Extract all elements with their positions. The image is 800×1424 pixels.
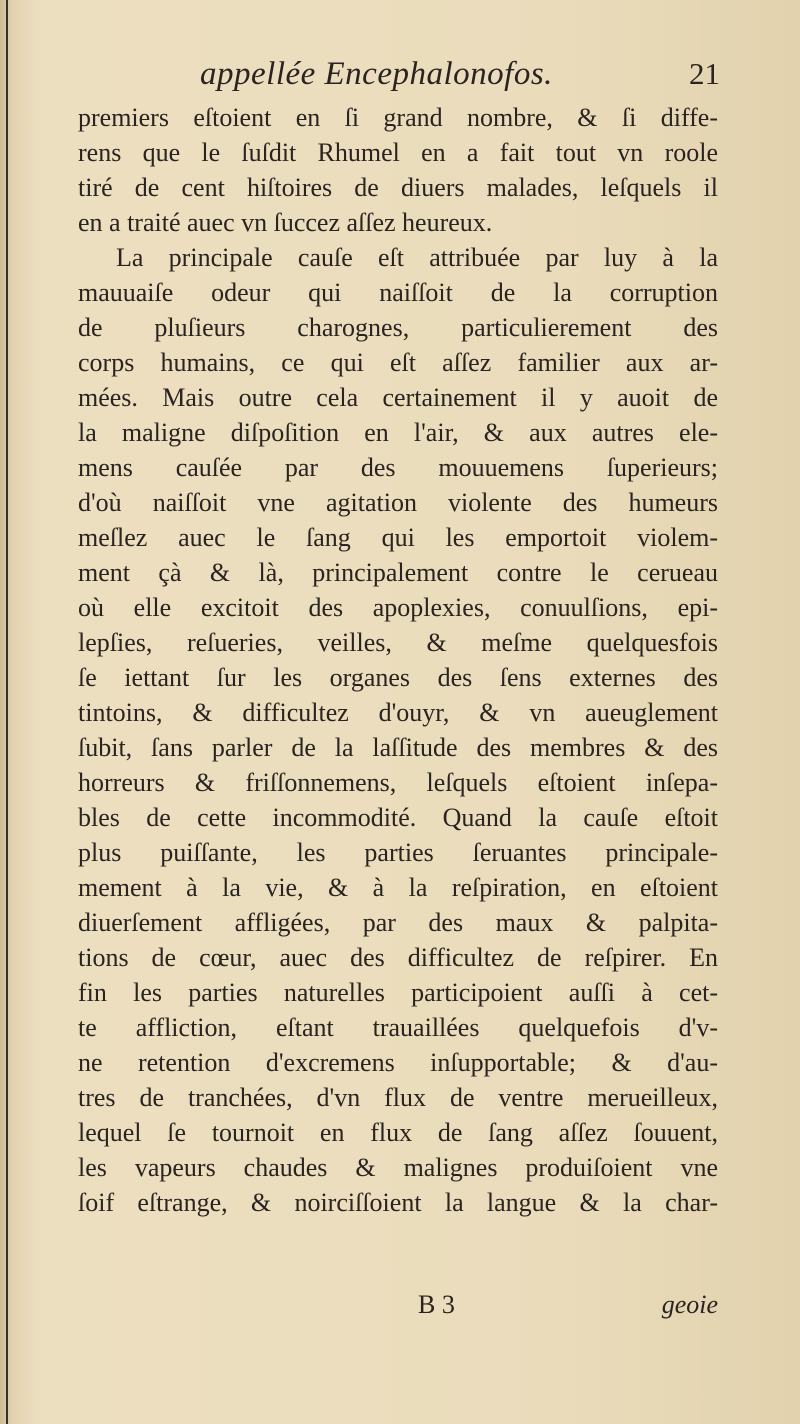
text-line: tintoins, & difficultez d'ouyr, & vn aueuglement (78, 698, 718, 727)
text-line: mement à la vie, & à la reſpiration, en eſtoient (78, 873, 718, 902)
text-line: te affliction, eſtant trauaillées quelquefois d'v- (78, 1013, 718, 1042)
text-line: fin les parties naturelles participoient auſſi à cet- (78, 978, 718, 1007)
body-text (78, 100, 718, 1220)
text-line: ment çà & là, principalement contre le cerueau (78, 558, 718, 587)
text-line: diuerſement affligées, par des maux & palpita- (78, 908, 718, 937)
text-line: la maligne diſpoſition en l'air, & aux autres ele- (78, 418, 718, 447)
text-line: lequel ſe tournoit en flux de ſang aſſez ſouuent, (78, 1118, 718, 1147)
text-line: bles de cette incommodité. Quand la cauſe eſtoit (78, 803, 718, 832)
text-line: les vapeurs chaudes & malignes produiſoient vne (78, 1153, 718, 1182)
text-line: plus puiſſante, les parties ſeruantes principale- (78, 838, 718, 867)
page-binding-edge (6, 0, 8, 1424)
text-line: La principale cauſe eſt attribuée par luy à la (116, 243, 718, 272)
text-line: en a traité auec vn ſuccez aſſez heureux. (78, 208, 493, 237)
catchword: geoie (661, 1290, 718, 1319)
page-footer (78, 1290, 718, 1326)
text-line: tiré de cent hiſtoires de diuers malades, leſquels il (78, 173, 718, 202)
text-line: d'où naiſſoit vne agitation violente des humeurs (78, 488, 718, 517)
running-title: appellée Encephalonofos. (200, 56, 553, 92)
text-line: tres de tranchées, d'vn flux de ventre merueilleux, (78, 1083, 718, 1112)
text-line: horreurs & friſſonnemens, leſquels eſtoient inſepa- (78, 768, 718, 797)
text-line: ſe iettant ſur les organes des ſens externes des (78, 663, 718, 692)
text-line: mauuaiſe odeur qui naiſſoit de la corruption (78, 278, 718, 307)
text-line: premiers eſtoient en ſi grand nombre, & ſi diffe- (78, 103, 718, 132)
page-number: 21 (689, 56, 720, 91)
text-line: ſoif eſtrange, & noirciſſoient la langue & la char- (78, 1188, 718, 1217)
text-line: ne retention d'excremens inſupportable; & d'au- (78, 1048, 718, 1077)
text-line: corps humains, ce qui eſt aſſez familier aux ar- (78, 348, 718, 377)
text-line: lepſies, reſueries, veilles, & meſme quelquesfois (78, 628, 718, 657)
signature-mark: B 3 (418, 1290, 455, 1319)
text-line: où elle excitoit des apoplexies, conuulſions, epi- (78, 593, 718, 622)
text-line: de pluſieurs charognes, particulierement des (78, 313, 718, 342)
text-line: ſubit, ſans parler de la laſſitude des membres & des (78, 733, 718, 762)
text-line: rens que le ſuſdit Rhumel en a fait tout vn roole (78, 138, 718, 167)
text-line: tions de cœur, auec des difficultez de reſpirer. En (78, 943, 718, 972)
text-line: meſlez auec le ſang qui les emportoit violem- (78, 523, 718, 552)
page-header (80, 56, 720, 100)
text-line: mées. Mais outre cela certainement il y auoit de (78, 383, 718, 412)
text-line: mens cauſée par des mouuemens ſuperieurs; (78, 453, 718, 482)
